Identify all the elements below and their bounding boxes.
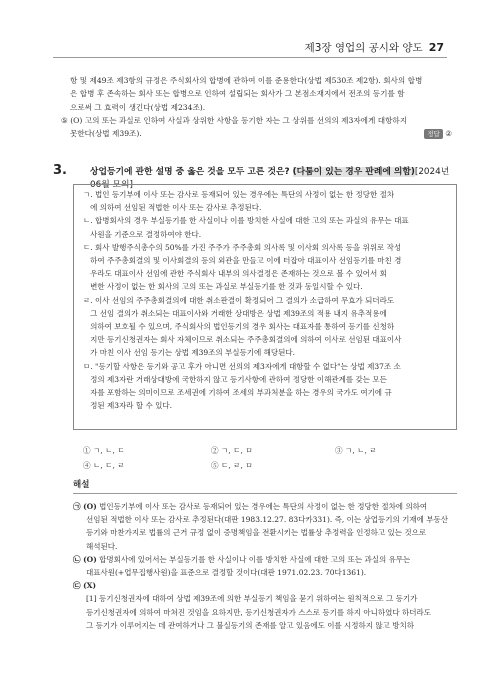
choice-3[interactable]: ③ ㄱ, ㄴ, ㄹ bbox=[335, 446, 377, 455]
solution-line: ㉢ (X) bbox=[73, 581, 97, 591]
solution-body bbox=[73, 500, 457, 632]
statement-line: 지만 등기신청권자는 회사 자체이므로 취소되는 주주총회결의에 의하여 이사로 선임된 대표이사 bbox=[83, 335, 402, 345]
statement-line: 자를 포함하는 의미이므로 조세권에 기하여 조세의 부과처분을 하는 경우의 국가도 여기에 규 bbox=[83, 388, 392, 398]
statement-line: 가 마친 이사 선임 등기는 상법 제39조의 부실등기에 해당된다. bbox=[83, 348, 296, 358]
solution-line bbox=[73, 500, 457, 513]
statement-box bbox=[73, 184, 457, 430]
text-fragment: 합명회사에 있어서는 부실등기를 한 사실이나 이를 방치한 사실에 대한 고의 또는 과실의 유무는 bbox=[99, 554, 411, 564]
statement-line: 사원을 기준으로 결정하여야 한다. bbox=[83, 229, 202, 239]
choice-5[interactable]: ⑤ ㄷ, ㄹ, ㅁ bbox=[211, 461, 253, 470]
statement-list bbox=[83, 188, 447, 412]
statement-line: 정의 제3자란 거래상대방에 국한하지 않고 등기사항에 관하여 정당한 이해관계를 갖는 모든 bbox=[83, 374, 387, 384]
text-line: 항 및 제49조 제3항의 규정은 주식회사의 합병에 관하여 이를 준용한다(상법 제530조 제2항). 회사의 합병 bbox=[70, 76, 423, 85]
solution-line: 해석된다. bbox=[86, 541, 118, 551]
choice-2[interactable]: ② ㄱ, ㄷ, ㅁ bbox=[211, 446, 253, 455]
statement-line: 정된 제3자라 할 수 있다. bbox=[83, 401, 173, 411]
statement-line: ㄴ. 합병회사의 경우 부실등기를 한 사실이나 이를 방치한 사실에 대한 고의 또는 과실의 유무는 대표 bbox=[83, 216, 409, 226]
choice-1[interactable]: ① ㄱ, ㄴ, ㄷ bbox=[83, 446, 125, 455]
solution-line: 등기와 마찬가지로 법률의 근거 규정 없이 증명책임을 전환시키는 법률상 추정력을 인정하고 있는 것으로 bbox=[86, 528, 427, 538]
solution-line: 선임된 적법한 이사 또는 감사로 추정된다(대판 1983.12.27. 83다카331). 즉, 이는 상업등기의 기재에 부동산 bbox=[86, 515, 448, 525]
text-fragment: 법인등기부에 이사 또는 감사로 등재되어 있는 경우에는 특단의 사정이 없는 한 정당한 절차에 의하여 bbox=[99, 502, 428, 511]
statement-line: 의하여 보호될 수 있으며, 주식회사의 법인등기의 경우 회사는 대표자를 통하여 등기를 신청하 bbox=[83, 322, 395, 332]
text-line: ⑤ (O) 고의 또는 과실로 인하여 사실과 상위한 사항을 등기한 자는 그 상위를 선의의 제3자에게 대항하지 bbox=[61, 115, 408, 125]
text-line bbox=[70, 127, 452, 140]
previous-explanation bbox=[61, 74, 452, 140]
text-line: 으로써 그 효력이 생긴다(상법 제234조). bbox=[70, 102, 206, 112]
header-rule bbox=[53, 57, 447, 58]
solution-line: 그 등기가 이루어지는 데 관여하거나 그 불실등기의 존재를 알고 있음에도 이를 시정하지 않고 방치하 bbox=[86, 620, 415, 630]
statement-line: ㄹ. 이사 선임의 주주총회결의에 대한 취소판결이 확정되어 그 결의가 소급하여 무효가 되더라도 bbox=[83, 295, 395, 305]
answer-value: ② bbox=[445, 129, 452, 139]
choice-4[interactable]: ④ ㄴ, ㄷ, ㄹ bbox=[83, 461, 125, 470]
question-source: [2024년 06월 모의] bbox=[90, 167, 450, 190]
text-fragment: 못한다(상법 제39조). bbox=[70, 129, 142, 139]
statement-line: 우라도 대표이사 선임에 관한 주식회사 내부의 의사결정은 존재하는 것으로 볼 수 있어서 회 bbox=[83, 269, 387, 279]
statement-line: 그 선임 결의가 취소되는 대표이사와 거래한 상대방은 상법 제39조의 적용 내지 유추적용에 bbox=[83, 308, 387, 318]
page-header bbox=[305, 40, 444, 55]
mark-a: ㉠ (O) bbox=[73, 502, 97, 511]
statement-line: 하여 주주총회결의 및 이사회결의 등의 외관을 만들고 이에 터잡아 대표이사 선임등기를 마친 경 bbox=[83, 256, 402, 266]
question-stem: 상업등기에 관한 설명 중 옳은 것을 모두 고른 것은? bbox=[90, 167, 290, 177]
text-line: 은 합병 후 존속하는 회사 또는 합병으로 인하여 설립되는 회사가 그 본점소재지에서 전조의 등기를 함 bbox=[70, 89, 405, 99]
solution-label: 해설 bbox=[73, 480, 90, 490]
solution-line: [1] 등기신청권자에 대하여 상법 제39조에 의한 부실등기 책임을 묻기 위하여는 원칙적으로 그 등기가 bbox=[86, 594, 418, 604]
mark-b: ㉡ (O) bbox=[73, 554, 97, 564]
statement-line: ㄷ. 회사 발행주식총수의 50%를 가진 주주가 주주총회 의사록 및 이사회 의사록 등을 위위로 작성 bbox=[83, 242, 402, 252]
solution-line: 등기신청권자에 의하여 마쳐진 것임을 요하지만, 등기신청권자가 스스로 등기를 하지 아니하였다 하더라도 bbox=[86, 607, 432, 617]
solution-line bbox=[73, 553, 457, 566]
solution-rule bbox=[73, 493, 457, 494]
statement-line: ㅁ. "등기할 사항은 등기와 공고 후가 아니면 선의의 제3자에게 대항할 수 없다"는 상법 제37조 소 bbox=[83, 361, 401, 371]
question-number: 3. bbox=[53, 163, 67, 178]
solution-line: 대표사원(+업무집행사원)을 표준으로 결정할 것이다(대판 1971.02.23. 70다1361). bbox=[86, 568, 367, 578]
chapter-title: 제3장 영업의 공시와 양도 bbox=[304, 42, 423, 54]
statement-line: 에 의하여 선임된 적법한 이사 또는 감사로 추정된다. bbox=[83, 203, 262, 213]
question-note: (다툼이 있는 경우 판례에 의함) bbox=[292, 167, 415, 177]
page-number: 27 bbox=[428, 41, 444, 54]
statement-line: ㄱ. 법인 등기부에 이사 또는 감사로 등재되어 있는 경우에는 특단의 사정이 없는 한 정당한 절차 bbox=[83, 190, 395, 199]
statement-line: 변한 사정이 없는 한 회사의 고의 또는 과실로 부실등기를 한 것과 동일시할 수 있다. bbox=[83, 282, 363, 292]
answer-tag: 정답 bbox=[424, 129, 443, 139]
